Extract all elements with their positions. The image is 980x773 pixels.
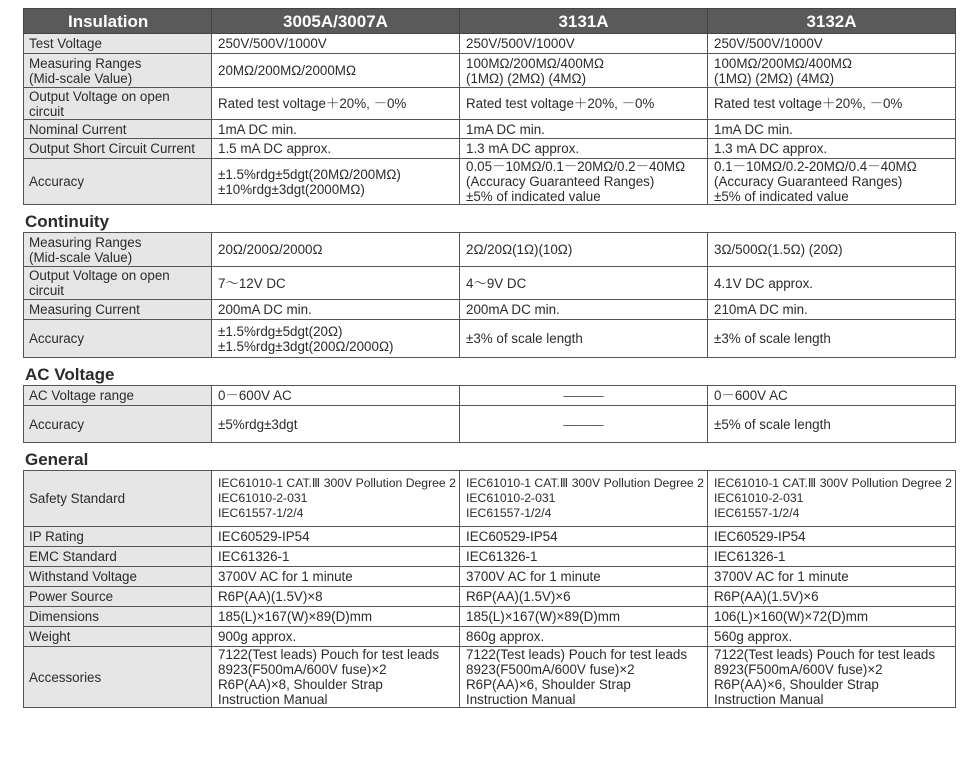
spec-sheet (23, 8, 955, 708)
cell-line: ±1.5%rdg±5dgt(20MΩ/200MΩ) (218, 166, 401, 182)
value-cell-model-1: 185(L)×167(W)×89(D)mm (212, 607, 460, 627)
value-cell-model-2: 185(L)×167(W)×89(D)mm (460, 607, 708, 627)
row-label-weight: Weight (24, 627, 212, 647)
table-row (24, 267, 956, 300)
continuity-table (23, 232, 956, 358)
cell-line: 0.1－10MΩ/0.2-20MΩ/0.4－40MΩ (714, 159, 917, 174)
ac-voltage-rows (24, 386, 956, 443)
cell-line: ±1.5%rdg±5dgt(20Ω) (218, 323, 343, 339)
value-cell-model-3: R6P(AA)(1.5V)×6 (708, 587, 956, 607)
value-cell-model-2: ——— (460, 406, 708, 443)
ac-voltage-section-title: AC Voltage (25, 365, 115, 384)
value-cell-model-3: ±5% of scale length (708, 406, 956, 443)
value-cell-model-3: 106(L)×160(W)×72(D)mm (708, 607, 956, 627)
table-row (24, 547, 956, 567)
row-label-measuring-ranges-mid-scale-value (24, 54, 212, 88)
table-row (24, 647, 956, 708)
row-label-safety-standard: Safety Standard (24, 471, 212, 527)
cell-line: Measuring Ranges (29, 55, 142, 71)
table-row (24, 54, 956, 88)
insulation-header: Insulation (24, 9, 212, 34)
table-row (24, 139, 956, 159)
insulation-rows (24, 34, 956, 205)
general-table (23, 470, 956, 708)
header-row (24, 9, 956, 34)
row-label-withstand-voltage: Withstand Voltage (24, 567, 212, 587)
cell-line: R6P(AA)×6, Shoulder Strap (466, 677, 631, 692)
value-cell-model-3: 210mA DC min. (708, 300, 956, 320)
general-section-title: General (25, 450, 89, 469)
value-cell-model-2: IEC60529-IP54 (460, 527, 708, 547)
value-cell-model-2: 2Ω/20Ω(1Ω)(10Ω) (460, 233, 708, 267)
cell-line: R6P(AA)×6, Shoulder Strap (714, 677, 879, 692)
value-cell-model-2: 1mA DC min. (460, 120, 708, 139)
cell-line: R6P(AA)×8, Shoulder Strap (218, 677, 383, 692)
row-label-accuracy: Accuracy (24, 406, 212, 443)
row-label-test-voltage: Test Voltage (24, 34, 212, 54)
value-cell-model-1: 200mA DC min. (212, 300, 460, 320)
cell-line: IEC61010-2-031 (218, 491, 308, 505)
ac-voltage-table (23, 385, 956, 443)
cell-line: IEC61557-1/2/4 (466, 506, 552, 520)
value-cell-model-1: 0－600V AC (212, 386, 460, 406)
cell-line: Output Voltage on open (29, 88, 170, 104)
cell-line: IEC61010-1 CAT.Ⅲ 300V Pollution Degree 2 (218, 476, 456, 490)
cell-line: Measuring Ranges (29, 234, 142, 250)
table-row (24, 587, 956, 607)
cell-line: (1MΩ) (2MΩ) (4MΩ) (714, 70, 835, 86)
row-label-ip-rating: IP Rating (24, 527, 212, 547)
value-cell-model-3: 3Ω/500Ω(1.5Ω) (20Ω) (708, 233, 956, 267)
row-label-output-voltage-on-open-circuit (24, 267, 212, 300)
cell-line: ±5% of indicated value (714, 189, 849, 204)
value-cell-model-1: 3700V AC for 1 minute (212, 567, 460, 587)
value-cell-model-2: ——— (460, 386, 708, 406)
cell-line: circuit (29, 103, 64, 119)
value-cell-model-1: IEC60529-IP54 (212, 527, 460, 547)
value-cell-model-1 (212, 159, 460, 205)
row-label-accuracy: Accuracy (24, 159, 212, 205)
value-cell-model-1: Rated test voltage＋20%, －0% (212, 88, 460, 120)
value-cell-model-1 (212, 320, 460, 358)
cell-line: IEC61557-1/2/4 (714, 506, 800, 520)
table-row (24, 34, 956, 54)
cell-line: ±5% of indicated value (466, 189, 601, 204)
table-row (24, 159, 956, 205)
table-row (24, 607, 956, 627)
table-row (24, 471, 956, 527)
table-row (24, 300, 956, 320)
table-row (24, 627, 956, 647)
value-cell-model-3: 250V/500V/1000V (708, 34, 956, 54)
value-cell-model-3: 560g approx. (708, 627, 956, 647)
cell-line: 8923(F500mA/600V fuse)×2 (714, 662, 883, 677)
row-label-accessories: Accessories (24, 647, 212, 708)
cell-line: (Mid-scale Value) (29, 70, 133, 86)
table-row (24, 320, 956, 358)
table-row (24, 233, 956, 267)
value-cell-model-3: 0－600V AC (708, 386, 956, 406)
value-cell-model-1: ±5%rdg±3dgt (212, 406, 460, 443)
value-cell-model-2: 3700V AC for 1 minute (460, 567, 708, 587)
row-label-accuracy: Accuracy (24, 320, 212, 358)
value-cell-model-2 (460, 159, 708, 205)
value-cell-model-2: IEC61326-1 (460, 547, 708, 567)
value-cell-model-3 (708, 159, 956, 205)
row-label-ac-voltage-range: AC Voltage range (24, 386, 212, 406)
continuity-section-title: Continuity (25, 212, 110, 231)
table-row (24, 386, 956, 406)
continuity-rows (24, 233, 956, 358)
row-label-emc-standard: EMC Standard (24, 547, 212, 567)
cell-line: 7122(Test leads) Pouch for test leads (714, 647, 936, 662)
value-cell-model-2 (460, 647, 708, 708)
value-cell-model-3 (708, 647, 956, 708)
value-cell-model-2: 250V/500V/1000V (460, 34, 708, 54)
value-cell-model-1: 20Ω/200Ω/2000Ω (212, 233, 460, 267)
value-cell-model-3: 1mA DC min. (708, 120, 956, 139)
row-label-measuring-current: Measuring Current (24, 300, 212, 320)
table-row (24, 527, 956, 547)
value-cell-model-2: R6P(AA)(1.5V)×6 (460, 587, 708, 607)
row-label-output-voltage-on-open-circuit (24, 88, 212, 120)
row-label-dimensions: Dimensions (24, 607, 212, 627)
cell-line: Instruction Manual (714, 692, 824, 707)
model-header-1: 3005A/3007A (212, 9, 460, 34)
table-row (24, 88, 956, 120)
value-cell-model-1: 250V/500V/1000V (212, 34, 460, 54)
value-cell-model-2: 860g approx. (460, 627, 708, 647)
cell-line: ±1.5%rdg±3dgt(200Ω/2000Ω) (218, 338, 394, 354)
value-cell-model-3: 3700V AC for 1 minute (708, 567, 956, 587)
value-cell-model-1 (212, 647, 460, 708)
value-cell-model-3: IEC61326-1 (708, 547, 956, 567)
insulation-table (23, 8, 956, 205)
cell-line: 7122(Test leads) Pouch for test leads (218, 647, 440, 662)
value-cell-model-3: Rated test voltage＋20%, －0% (708, 88, 956, 120)
table-row (24, 120, 956, 139)
cell-line: (Mid-scale Value) (29, 249, 133, 265)
row-label-power-source: Power Source (24, 587, 212, 607)
cell-line: (Accuracy Guaranteed Ranges) (714, 174, 903, 189)
value-cell-model-1: 20MΩ/200MΩ/2000MΩ (212, 54, 460, 88)
value-cell-model-2: 4～9V DC (460, 267, 708, 300)
cell-line: 8923(F500mA/600V fuse)×2 (218, 662, 387, 677)
cell-line: circuit (29, 283, 64, 298)
value-cell-model-3: IEC60529-IP54 (708, 527, 956, 547)
table-row (24, 567, 956, 587)
row-label-nominal-current: Nominal Current (24, 120, 212, 139)
value-cell-model-1: 1mA DC min. (212, 120, 460, 139)
cell-line: Instruction Manual (218, 692, 328, 707)
value-cell-model-3: ±3% of scale length (708, 320, 956, 358)
row-label-measuring-ranges-mid-scale-value (24, 233, 212, 267)
cell-line: IEC61557-1/2/4 (218, 506, 304, 520)
value-cell-model-3: 1.3 mA DC approx. (708, 139, 956, 159)
cell-line: 100MΩ/200MΩ/400MΩ (714, 55, 852, 71)
value-cell-model-2 (460, 471, 708, 527)
cell-line: Instruction Manual (466, 692, 576, 707)
value-cell-model-3 (708, 471, 956, 527)
value-cell-model-3 (708, 54, 956, 88)
table-row (24, 406, 956, 443)
value-cell-model-1 (212, 471, 460, 527)
row-label-output-short-circuit-current: Output Short Circuit Current (24, 139, 212, 159)
cell-line: ±10%rdg±3dgt(2000MΩ) (218, 181, 365, 197)
cell-line: IEC61010-2-031 (466, 491, 556, 505)
value-cell-model-1: 7～12V DC (212, 267, 460, 300)
cell-line: 0.05－10MΩ/0.1－20MΩ/0.2－40MΩ (466, 159, 686, 174)
general-rows (24, 471, 956, 708)
cell-line: 7122(Test leads) Pouch for test leads (466, 647, 688, 662)
value-cell-model-2: 1.3 mA DC approx. (460, 139, 708, 159)
value-cell-model-1: IEC61326-1 (212, 547, 460, 567)
value-cell-model-2 (460, 54, 708, 88)
value-cell-model-2: 200mA DC min. (460, 300, 708, 320)
cell-line: IEC61010-1 CAT.Ⅲ 300V Pollution Degree 2 (466, 476, 704, 490)
cell-line: Output Voltage on open (29, 268, 170, 283)
cell-line: 8923(F500mA/600V fuse)×2 (466, 662, 635, 677)
value-cell-model-3: 4.1V DC approx. (708, 267, 956, 300)
cell-line: (1MΩ) (2MΩ) (4MΩ) (466, 70, 587, 86)
model-header-3: 3132A (708, 9, 956, 34)
cell-line: IEC61010-1 CAT.Ⅲ 300V Pollution Degree 2 (714, 476, 952, 490)
value-cell-model-2: ±3% of scale length (460, 320, 708, 358)
cell-line: 100MΩ/200MΩ/400MΩ (466, 55, 604, 71)
model-header-2: 3131A (460, 9, 708, 34)
value-cell-model-1: 900g approx. (212, 627, 460, 647)
cell-line: (Accuracy Guaranteed Ranges) (466, 174, 655, 189)
cell-line: IEC61010-2-031 (714, 491, 804, 505)
value-cell-model-1: R6P(AA)(1.5V)×8 (212, 587, 460, 607)
value-cell-model-1: 1.5 mA DC approx. (212, 139, 460, 159)
value-cell-model-2: Rated test voltage＋20%, －0% (460, 88, 708, 120)
